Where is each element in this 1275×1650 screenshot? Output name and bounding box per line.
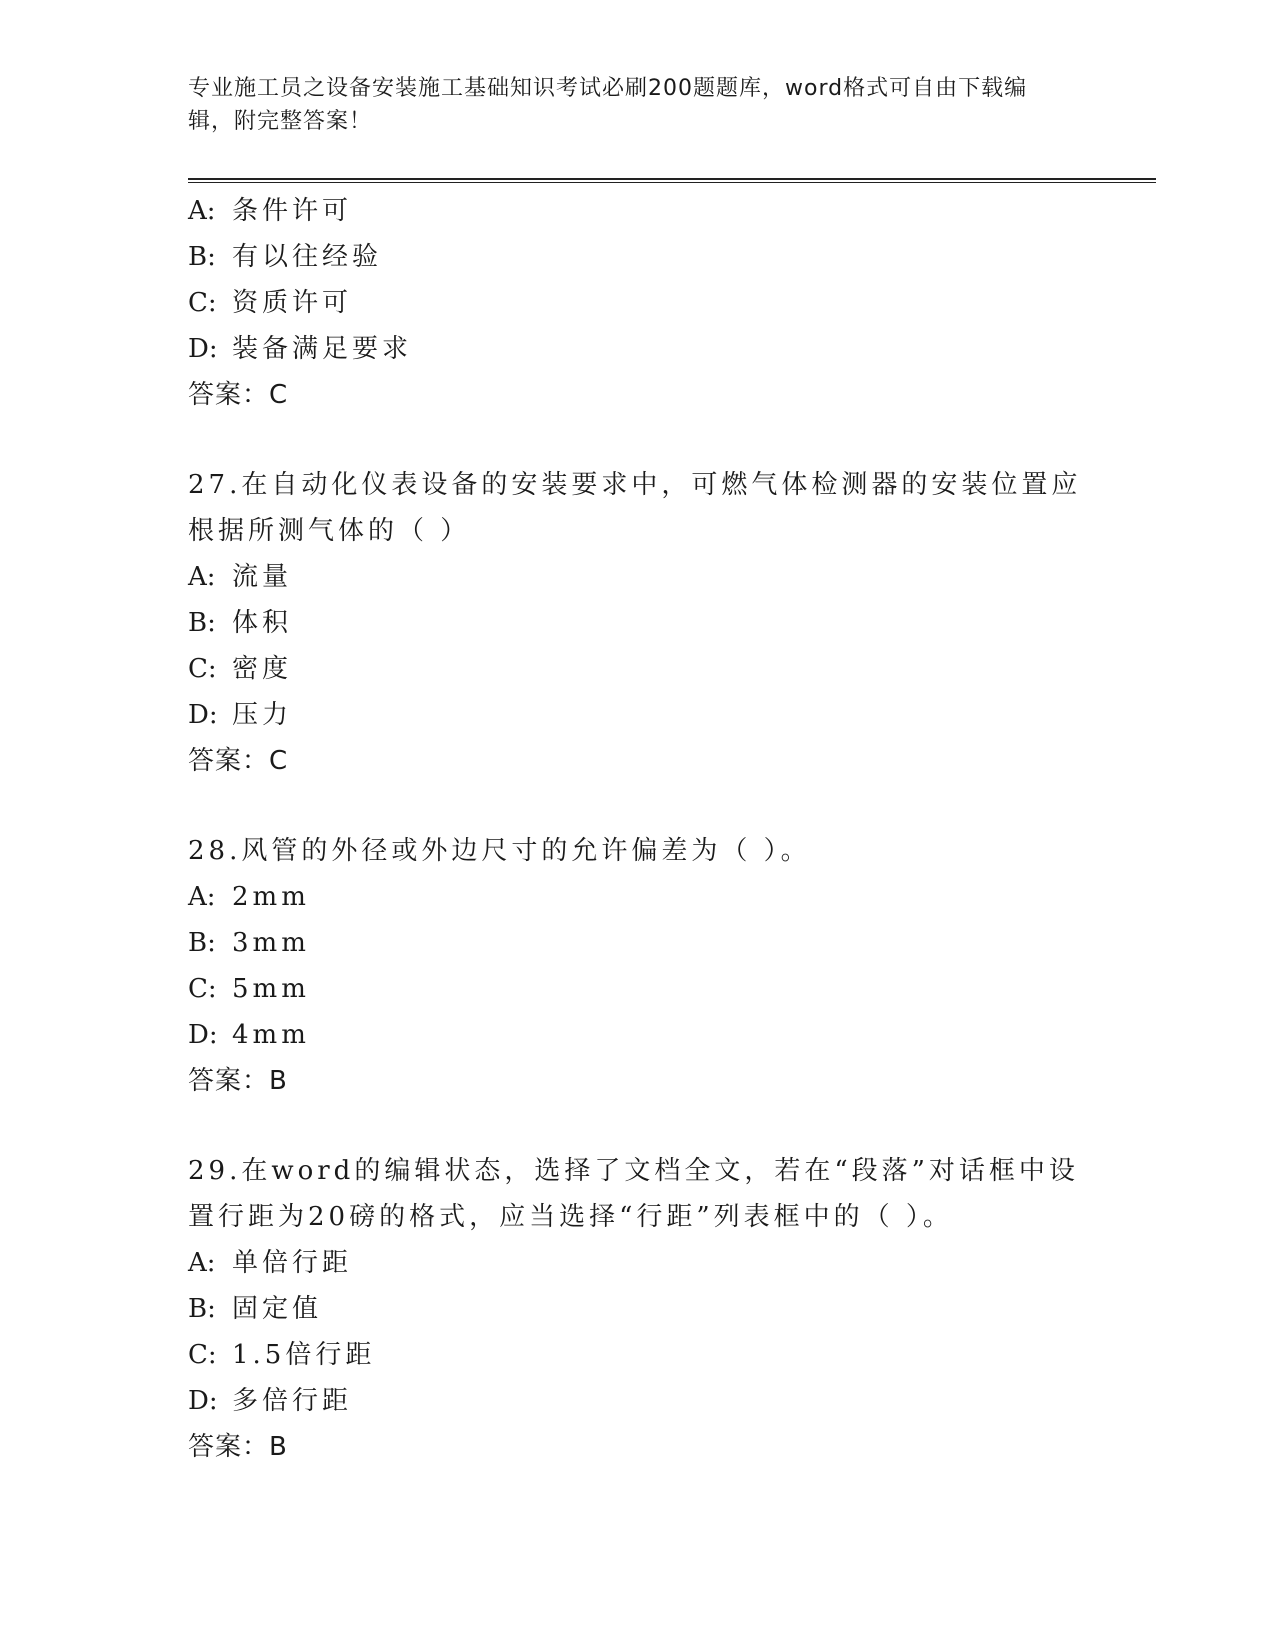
option-text: 4mm	[232, 1020, 310, 1050]
answer-line: 答案：B	[188, 1066, 288, 1096]
option-text: 流量	[232, 562, 293, 592]
option-d	[188, 692, 1088, 738]
option-label: A:	[188, 562, 216, 592]
option-text: 1.5倍行距	[232, 1340, 376, 1370]
option-a	[188, 1240, 1088, 1286]
option-label: A:	[188, 196, 216, 226]
option-label: D:	[188, 334, 218, 364]
option-b	[188, 234, 1088, 280]
option-text: 装备满足要求	[232, 334, 413, 364]
option-label: B:	[188, 1294, 216, 1324]
option-c	[188, 1332, 1088, 1378]
option-c	[188, 280, 1088, 326]
option-label: B:	[188, 242, 216, 272]
option-text: 条件许可	[232, 196, 353, 226]
option-label: D:	[188, 700, 218, 730]
option-text: 压力	[232, 700, 293, 730]
option-b	[188, 600, 1088, 646]
option-text: 体积	[232, 608, 293, 638]
option-label: C:	[188, 974, 217, 1004]
question-block	[188, 1148, 1088, 1470]
option-b	[188, 920, 1088, 966]
option-text: 密度	[232, 654, 293, 684]
option-text: 3mm	[232, 928, 310, 958]
option-text: 多倍行距	[232, 1386, 353, 1416]
option-text: 5mm	[232, 974, 310, 1004]
question-text: 28.风管的外径或外边尺寸的允许偏差为（ ）。	[188, 836, 811, 866]
question-text: 27.在自动化仪表设备的安装要求中，可燃气体检测器的安装位置应根据所测气体的（ ）	[188, 470, 1082, 546]
question-text: 29.在word的编辑状态，选择了文档全文，若在“段落”对话框中设置行距为20磅的格式，应当选择“行距”列表框中的（ ）。	[188, 1156, 1079, 1232]
option-d	[188, 1012, 1088, 1058]
option-d	[188, 326, 1088, 372]
option-label: C:	[188, 288, 217, 318]
option-c	[188, 966, 1088, 1012]
header-divider	[188, 178, 1156, 183]
question-block	[188, 828, 1088, 1104]
answer-line: 答案：C	[188, 746, 289, 776]
option-label: B:	[188, 608, 216, 638]
option-a	[188, 874, 1088, 920]
answer-line: 答案：B	[188, 1432, 288, 1462]
document-header: 专业施工员之设备安装施工基础知识考试必刷200题题库，word格式可自由下载编辑，附完整答案！	[188, 76, 1028, 134]
option-c	[188, 646, 1088, 692]
option-text: 有以往经验	[232, 242, 383, 272]
option-text: 固定值	[232, 1294, 323, 1324]
option-label: D:	[188, 1386, 218, 1416]
question-list	[188, 188, 1088, 1514]
option-text: 单倍行距	[232, 1248, 353, 1278]
option-label: C:	[188, 1340, 217, 1370]
option-label: C:	[188, 654, 217, 684]
option-label: B:	[188, 928, 216, 958]
question-block	[188, 462, 1088, 784]
option-label: A:	[188, 882, 216, 912]
answer-line: 答案：C	[188, 380, 289, 410]
option-label: A:	[188, 1248, 216, 1278]
option-d	[188, 1378, 1088, 1424]
option-a	[188, 188, 1088, 234]
option-b	[188, 1286, 1088, 1332]
option-label: D:	[188, 1020, 218, 1050]
option-a	[188, 554, 1088, 600]
option-text: 资质许可	[232, 288, 353, 318]
option-text: 2mm	[232, 882, 310, 912]
question-block	[188, 188, 1088, 418]
